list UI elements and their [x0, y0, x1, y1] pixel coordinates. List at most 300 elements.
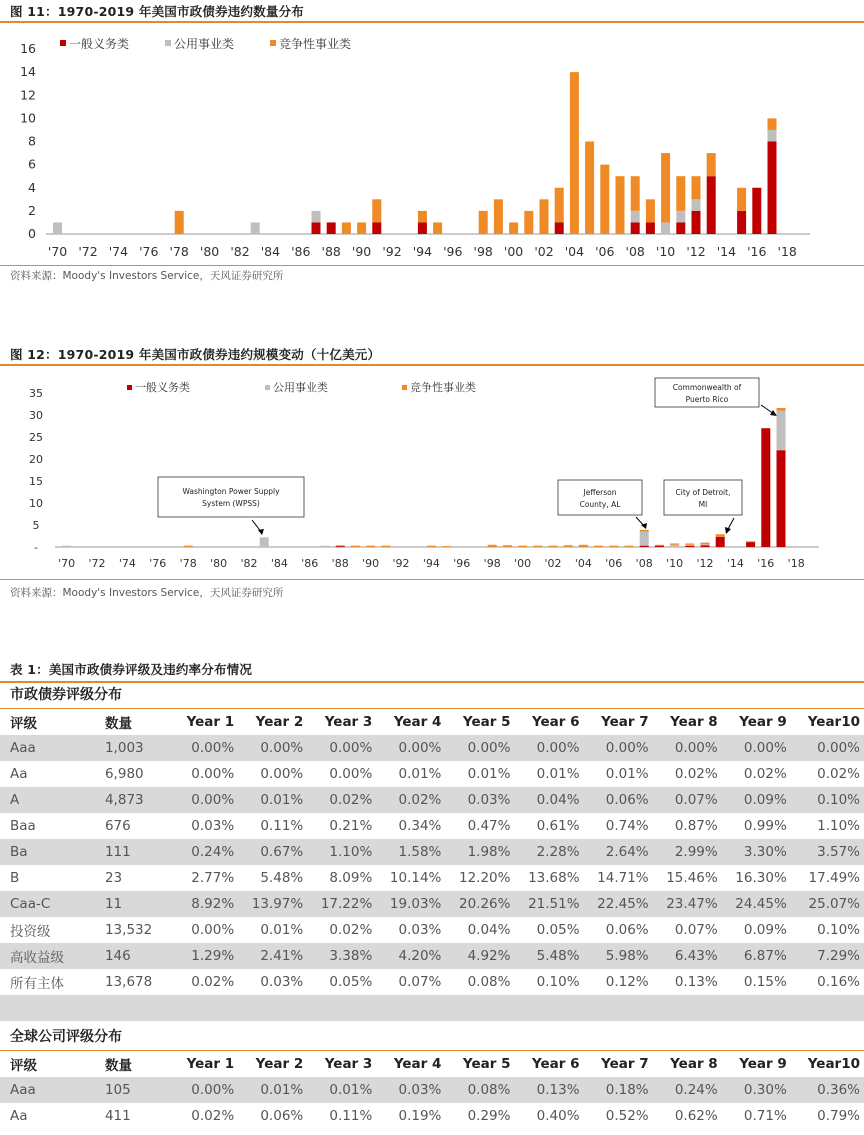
table-row — [0, 761, 864, 787]
legend-label-general: 一般义务类 — [69, 37, 130, 51]
bar-2001-series-2 — [524, 211, 533, 234]
count-cell: 111 — [99, 839, 169, 865]
bar-1983-series-1 — [260, 537, 269, 547]
bar-1989-series-2 — [342, 222, 351, 234]
annotation-detroit-arrowhead — [725, 527, 731, 534]
y-tick-label: 20 — [29, 453, 43, 466]
rate-cell: 0.19% — [398, 1108, 442, 1124]
rate-cell: 0.11% — [260, 818, 304, 834]
rate-cell: 0.00% — [376, 735, 445, 761]
bar-1990-series-2 — [357, 222, 366, 234]
rate-cell: 0.01% — [238, 787, 307, 813]
rating-cell: Ba — [0, 839, 99, 865]
section-rule-corporate — [0, 1050, 864, 1051]
rate-cell: 0.03% — [260, 974, 304, 990]
legend-swatch-general — [127, 385, 132, 390]
rate-cell: 3.57% — [791, 839, 864, 865]
bar-2012-series-1 — [701, 544, 710, 545]
rate-cell: 0.06% — [584, 787, 653, 813]
rate-cell: 0.00% — [584, 735, 653, 761]
rate-cell: 0.13% — [514, 1077, 583, 1103]
rate-cell: 0.01% — [260, 922, 304, 938]
header-cell: Year 7 — [601, 1056, 649, 1072]
rate-cell: 0.62% — [674, 1108, 718, 1124]
table-row — [0, 787, 864, 813]
bar-2005-series-2 — [594, 546, 603, 547]
rate-cell: 17.49% — [808, 870, 860, 886]
header-cell: Year 2 — [255, 1056, 304, 1072]
bar-2012-series-0 — [701, 545, 710, 547]
rate-cell: 0.15% — [743, 974, 787, 990]
bar-2008-series-0 — [640, 546, 649, 547]
bar-1991-series-0 — [372, 222, 381, 234]
rate-cell: 0.29% — [467, 1108, 511, 1124]
rating-cell: Aa — [10, 766, 28, 782]
x-tick-label: '88 — [331, 557, 349, 570]
rate-cell: 0.02% — [674, 766, 718, 782]
rating-cell: Baa — [10, 818, 36, 834]
annotation-detroit-line2: MI — [698, 500, 708, 509]
x-tick-label: '82 — [240, 557, 258, 570]
rate-cell: 0.00% — [238, 735, 307, 761]
bar-2003-series-2 — [564, 545, 573, 547]
bar-2011-series-2 — [685, 543, 694, 544]
header-cell: Year 7 — [601, 714, 649, 730]
rate-cell: 0.00% — [191, 922, 235, 938]
table1-title: 表 1：美国市政债券评级及违约率分布情况 — [10, 662, 253, 677]
x-tick-label: '06 — [605, 557, 623, 570]
header-cell: Year 9 — [739, 1056, 787, 1072]
bar-1990-series-2 — [366, 546, 375, 547]
rate-cell: 17.22% — [307, 891, 376, 917]
x-tick-label: '18 — [777, 244, 797, 259]
bar-2010-series-1 — [661, 222, 670, 234]
x-tick-label: '06 — [595, 244, 615, 259]
rate-cell: 0.01% — [238, 1077, 307, 1103]
x-tick-label: '86 — [291, 244, 311, 259]
rate-cell: 1.58% — [376, 839, 445, 865]
legend-label-general: 一般义务类 — [135, 381, 190, 394]
bar-1987-series-1 — [321, 546, 330, 547]
x-tick-label: '02 — [544, 557, 562, 570]
bar-2003-series-2 — [555, 188, 564, 223]
annotation-pr-line1: Commonwealth of — [672, 383, 742, 392]
rate-cell: 0.16% — [817, 974, 860, 990]
bar-2010-series-2 — [661, 153, 670, 222]
rate-cell: 0.02% — [376, 787, 445, 813]
fig12-title: 图 12：1970-2019 年美国市政债券违约规模变动（十亿美元） — [10, 347, 381, 362]
rate-cell: 0.00% — [329, 766, 373, 782]
bar-1994-series-2 — [418, 211, 427, 223]
header-cell: Year 8 — [670, 714, 718, 730]
bar-2017-series-1 — [777, 411, 786, 451]
annotation-pr-arrowhead — [770, 410, 777, 416]
table-row — [0, 735, 864, 761]
header-cell: 评级 — [10, 716, 37, 732]
bar-2008-series-2 — [631, 176, 640, 211]
x-tick-label: '14 — [716, 244, 737, 259]
x-tick-label: '74 — [108, 244, 129, 259]
legend-swatch-general — [60, 40, 66, 46]
bar-2011-series-1 — [685, 545, 694, 546]
section-title-municipal: 市政债券评级分布 — [10, 687, 122, 703]
x-tick-label: '04 — [564, 244, 585, 259]
bar-1991-series-2 — [381, 546, 390, 547]
rate-cell: 0.52% — [605, 1108, 649, 1124]
rate-cell: 0.00% — [653, 735, 722, 761]
rate-cell: 0.02% — [191, 974, 235, 990]
bar-1988-series-0 — [336, 546, 345, 547]
fig12-chart — [0, 367, 864, 579]
annotation-wpss-line1: Washington Power Supply — [182, 487, 280, 496]
bar-2009-series-0 — [646, 222, 655, 234]
y-tick-label: 5 — [32, 519, 40, 532]
fig12-bottom-rule — [0, 579, 864, 580]
rate-cell: 3.38% — [307, 943, 376, 969]
rate-cell: 1.10% — [817, 818, 860, 834]
table-row — [0, 917, 864, 943]
header-cell: Year 1 — [186, 1056, 235, 1072]
count-cell: 23 — [104, 870, 123, 886]
bar-2007-series-2 — [616, 176, 625, 234]
rate-cell: 0.10% — [817, 922, 860, 938]
table-row — [0, 813, 864, 839]
header-cell: 评级 — [10, 1058, 37, 1074]
fig12-top-rule — [0, 364, 864, 366]
rate-cell: 16.30% — [735, 870, 787, 886]
rate-cell: 0.00% — [791, 735, 864, 761]
bar-2008-series-1 — [631, 211, 640, 223]
bar-1978-series-2 — [175, 211, 184, 234]
legend-swatch-competitive — [402, 385, 407, 390]
y-tick-label: 6 — [28, 156, 36, 172]
header-cell: Year10 — [807, 714, 860, 730]
fig11-title: 图 11：1970-2019 年美国市政债券违约数量分布 — [10, 4, 304, 19]
bar-2002-series-2 — [549, 546, 558, 547]
rate-cell: 0.00% — [191, 766, 235, 782]
x-tick-label: '90 — [351, 244, 372, 259]
legend-swatch-utility — [265, 385, 270, 390]
rate-cell: 0.67% — [238, 839, 307, 865]
bar-2008-series-1 — [640, 532, 649, 546]
x-tick-label: '72 — [88, 557, 106, 570]
x-tick-label: '04 — [574, 557, 592, 570]
bar-2016-series-0 — [752, 188, 761, 234]
rate-cell: 14.71% — [597, 870, 649, 886]
rate-cell: 0.10% — [791, 787, 864, 813]
rate-cell: 0.00% — [169, 1077, 238, 1103]
bar-1988-series-0 — [327, 222, 336, 234]
rate-cell: 0.05% — [329, 974, 373, 990]
table-row — [0, 969, 864, 995]
rating-cell: 投资级 — [10, 924, 51, 940]
rate-cell: 0.87% — [674, 818, 718, 834]
legend-label-utility: 公用事业类 — [174, 37, 235, 51]
bar-1978-series-2 — [184, 546, 193, 547]
bar-2012-series-2 — [701, 543, 710, 545]
y-tick-label: 15 — [29, 475, 43, 488]
bar-2005-series-2 — [585, 142, 594, 235]
bar-1988-series-2 — [336, 545, 345, 546]
bar-2011-series-2 — [676, 176, 685, 211]
bar-2002-series-2 — [540, 199, 549, 234]
x-tick-label: '80 — [199, 244, 220, 259]
x-tick-label: '94 — [422, 557, 440, 570]
header-cell: Year 3 — [324, 714, 373, 730]
rate-cell: 0.79% — [817, 1108, 860, 1124]
rating-cell: Aa — [10, 1108, 28, 1124]
rate-cell: 0.02% — [307, 787, 376, 813]
rate-cell: 1.10% — [307, 839, 376, 865]
legend-swatch-competitive — [270, 40, 276, 46]
rating-cell: Caa-C — [0, 891, 99, 917]
rate-cell: 3.30% — [722, 839, 791, 865]
rate-cell: 0.09% — [722, 787, 791, 813]
x-tick-label: '78 — [169, 244, 189, 259]
bar-2015-series-2 — [746, 541, 755, 542]
rate-cell: 2.41% — [238, 943, 307, 969]
bar-2000-series-2 — [509, 222, 518, 234]
rate-cell: 0.00% — [260, 766, 304, 782]
table-row — [0, 891, 864, 917]
x-tick-label: '92 — [382, 244, 402, 259]
bar-1998-series-2 — [479, 211, 488, 234]
rate-cell: 24.45% — [722, 891, 791, 917]
rate-cell: 22.45% — [584, 891, 653, 917]
table-row — [0, 1077, 864, 1103]
bar-2017-series-0 — [777, 450, 786, 547]
count-cell: 4,873 — [99, 787, 169, 813]
bar-2011-series-0 — [685, 546, 694, 547]
bar-1998-series-2 — [488, 545, 497, 547]
rate-cell: 0.01% — [307, 1077, 376, 1103]
rate-cell: 0.00% — [169, 735, 238, 761]
rate-cell: 0.74% — [605, 818, 649, 834]
rate-cell: 13.97% — [238, 891, 307, 917]
rate-cell: 0.08% — [467, 974, 511, 990]
count-cell: 105 — [99, 1077, 169, 1103]
x-tick-label: '80 — [210, 557, 228, 570]
rating-cell: A — [0, 787, 99, 813]
section-title-corporate: 全球公司评级分布 — [10, 1029, 122, 1045]
x-tick-label: '14 — [726, 557, 744, 570]
rate-cell: 0.02% — [743, 766, 787, 782]
rate-cell: 0.00% — [445, 735, 514, 761]
bar-2012-series-1 — [692, 199, 701, 211]
rate-cell: 0.11% — [329, 1108, 373, 1124]
x-tick-label: '76 — [139, 244, 159, 259]
rate-cell: 8.09% — [329, 870, 373, 886]
rate-cell: 0.30% — [722, 1077, 791, 1103]
bar-1994-series-0 — [418, 222, 427, 234]
rating-cell: 所有主体 — [10, 976, 64, 992]
rate-cell: 0.07% — [653, 787, 722, 813]
count-cell: 411 — [104, 1108, 131, 1124]
bar-2013-series-0 — [716, 537, 725, 547]
bar-2013-series-2 — [707, 153, 716, 176]
rate-cell: 23.47% — [653, 891, 722, 917]
rate-cell: 4.92% — [445, 943, 514, 969]
x-tick-label: '84 — [270, 557, 288, 570]
bar-1987-series-0 — [312, 222, 321, 234]
bar-1995-series-2 — [442, 546, 451, 547]
annotation-jefferson-line1: Jefferson — [583, 488, 617, 497]
x-tick-label: '70 — [47, 244, 68, 259]
rate-cell: 6.87% — [722, 943, 791, 969]
bar-2006-series-2 — [600, 165, 609, 234]
rate-cell: 0.05% — [536, 922, 580, 938]
rate-cell: 10.14% — [389, 870, 442, 886]
rate-cell: 0.21% — [329, 818, 373, 834]
rate-cell: 0.03% — [376, 1077, 445, 1103]
x-tick-label: '92 — [392, 557, 410, 570]
y-tick-label: 30 — [29, 409, 43, 422]
municipal-rating-table — [0, 709, 864, 1021]
corporate-rating-table — [0, 1051, 864, 1129]
bar-2017-series-2 — [768, 118, 777, 130]
rate-cell: 0.01% — [536, 766, 580, 782]
x-tick-label: '72 — [78, 244, 98, 259]
rate-cell: 0.01% — [605, 766, 649, 782]
x-tick-label: '16 — [747, 244, 767, 259]
y-tick-label: 12 — [20, 87, 36, 103]
x-tick-label: '94 — [412, 244, 433, 259]
header-cell: Year 6 — [531, 714, 580, 730]
rate-cell: 0.12% — [605, 974, 649, 990]
x-tick-label: '78 — [179, 557, 197, 570]
header-cell: Year 6 — [531, 1056, 580, 1072]
rate-cell: 25.07% — [791, 891, 864, 917]
x-tick-label: '12 — [696, 557, 714, 570]
bar-2012-series-2 — [692, 176, 701, 199]
count-cell: 1,003 — [99, 735, 169, 761]
bar-1999-series-2 — [503, 545, 512, 547]
annotation-jefferson — [558, 480, 647, 529]
bar-2015-series-2 — [737, 188, 746, 211]
bar-1994-series-2 — [427, 546, 436, 547]
rate-cell: 7.29% — [791, 943, 864, 969]
rate-cell: 0.13% — [674, 974, 718, 990]
rate-cell: 20.26% — [445, 891, 514, 917]
table-row — [0, 1103, 864, 1129]
bar-2012-series-0 — [692, 211, 701, 234]
y-tick-label: - — [34, 541, 38, 554]
annotation-jefferson-line2: County, AL — [579, 500, 621, 509]
header-cell: Year 3 — [324, 1056, 373, 1072]
legend-swatch-utility — [165, 40, 171, 46]
rate-cell: 2.77% — [191, 870, 235, 886]
rate-cell: 0.71% — [743, 1108, 787, 1124]
rate-cell: 6.43% — [653, 943, 722, 969]
x-tick-label: '08 — [635, 557, 653, 570]
rate-cell: 0.04% — [467, 922, 511, 938]
bar-2004-series-2 — [570, 72, 579, 234]
rate-cell: 5.48% — [514, 943, 583, 969]
rate-cell: 0.00% — [722, 735, 791, 761]
rate-cell: 13.68% — [528, 870, 580, 886]
rate-cell: 4.20% — [376, 943, 445, 969]
count-cell: 13,678 — [104, 974, 153, 990]
bar-2013-series-2 — [716, 534, 725, 537]
bar-1983-series-1 — [251, 222, 260, 234]
rate-cell: 0.36% — [791, 1077, 864, 1103]
rate-cell: 0.00% — [514, 735, 583, 761]
header-cell: Year 4 — [393, 714, 442, 730]
rate-cell: 0.00% — [169, 787, 238, 813]
y-tick-label: 0 — [28, 226, 36, 241]
bar-2010-series-1 — [670, 545, 679, 547]
table-header-row — [0, 1051, 864, 1077]
rate-cell: 0.03% — [398, 922, 442, 938]
rate-cell: 0.01% — [398, 766, 442, 782]
rating-cell: Aaa — [0, 1077, 99, 1103]
y-tick-label: 35 — [29, 387, 43, 400]
bar-2017-series-2 — [777, 408, 786, 411]
rate-cell: 8.92% — [169, 891, 238, 917]
rate-cell: 0.34% — [398, 818, 442, 834]
bar-2003-series-0 — [555, 222, 564, 234]
bar-1970-series-1 — [62, 546, 71, 547]
x-tick-label: '16 — [757, 557, 775, 570]
count-cell: 146 — [99, 943, 169, 969]
fig11-source: 资料来源：Moody's Investors Service，天风证券研究所 — [10, 270, 284, 282]
rate-cell: 19.03% — [376, 891, 445, 917]
bar-2009-series-0 — [655, 546, 664, 547]
x-tick-label: '88 — [321, 244, 341, 259]
x-tick-label: '10 — [666, 557, 684, 570]
annotation-wpss-line2: System (WPSS) — [202, 499, 260, 508]
header-cell: Year 9 — [739, 714, 787, 730]
x-tick-label: '96 — [453, 557, 471, 570]
table-row — [0, 943, 864, 969]
bar-2004-series-2 — [579, 545, 588, 547]
rate-cell: 0.02% — [329, 922, 373, 938]
rate-cell: 0.03% — [445, 787, 514, 813]
count-cell: 676 — [104, 818, 131, 834]
bar-2011-series-0 — [676, 222, 685, 234]
spacer-row — [0, 995, 864, 1021]
rate-cell: 0.06% — [605, 922, 649, 938]
fig12-source: 资料来源：Moody's Investors Service，天风证券研究所 — [10, 587, 284, 599]
rate-cell: 0.24% — [169, 839, 238, 865]
bar-2001-series-2 — [533, 546, 542, 547]
rate-cell: 2.99% — [653, 839, 722, 865]
bar-2015-series-0 — [737, 211, 746, 234]
bar-1970-series-1 — [53, 222, 62, 234]
x-tick-label: '02 — [534, 244, 554, 259]
fig11-bottom-rule — [0, 265, 864, 266]
rate-cell: 0.99% — [743, 818, 787, 834]
table1 — [0, 683, 864, 1129]
annotation-detroit-line1: City of Detroit, — [675, 488, 731, 497]
rate-cell: 0.24% — [653, 1077, 722, 1103]
bar-1999-series-2 — [494, 199, 503, 234]
x-tick-label: '98 — [483, 557, 501, 570]
rate-cell: 0.04% — [514, 787, 583, 813]
bar-2009-series-2 — [646, 199, 655, 222]
rate-cell: 12.20% — [458, 870, 511, 886]
rate-cell: 0.47% — [467, 818, 511, 834]
y-tick-label: 14 — [20, 64, 36, 80]
rate-cell: 2.28% — [514, 839, 583, 865]
bar-1987-series-1 — [312, 211, 321, 223]
header-cell: Year10 — [807, 1056, 860, 1072]
rate-cell: 0.40% — [536, 1108, 580, 1124]
x-tick-label: '00 — [503, 244, 524, 259]
table-header-row — [0, 709, 864, 735]
bar-2009-series-2 — [655, 545, 664, 546]
header-cell: 数量 — [104, 1058, 132, 1074]
